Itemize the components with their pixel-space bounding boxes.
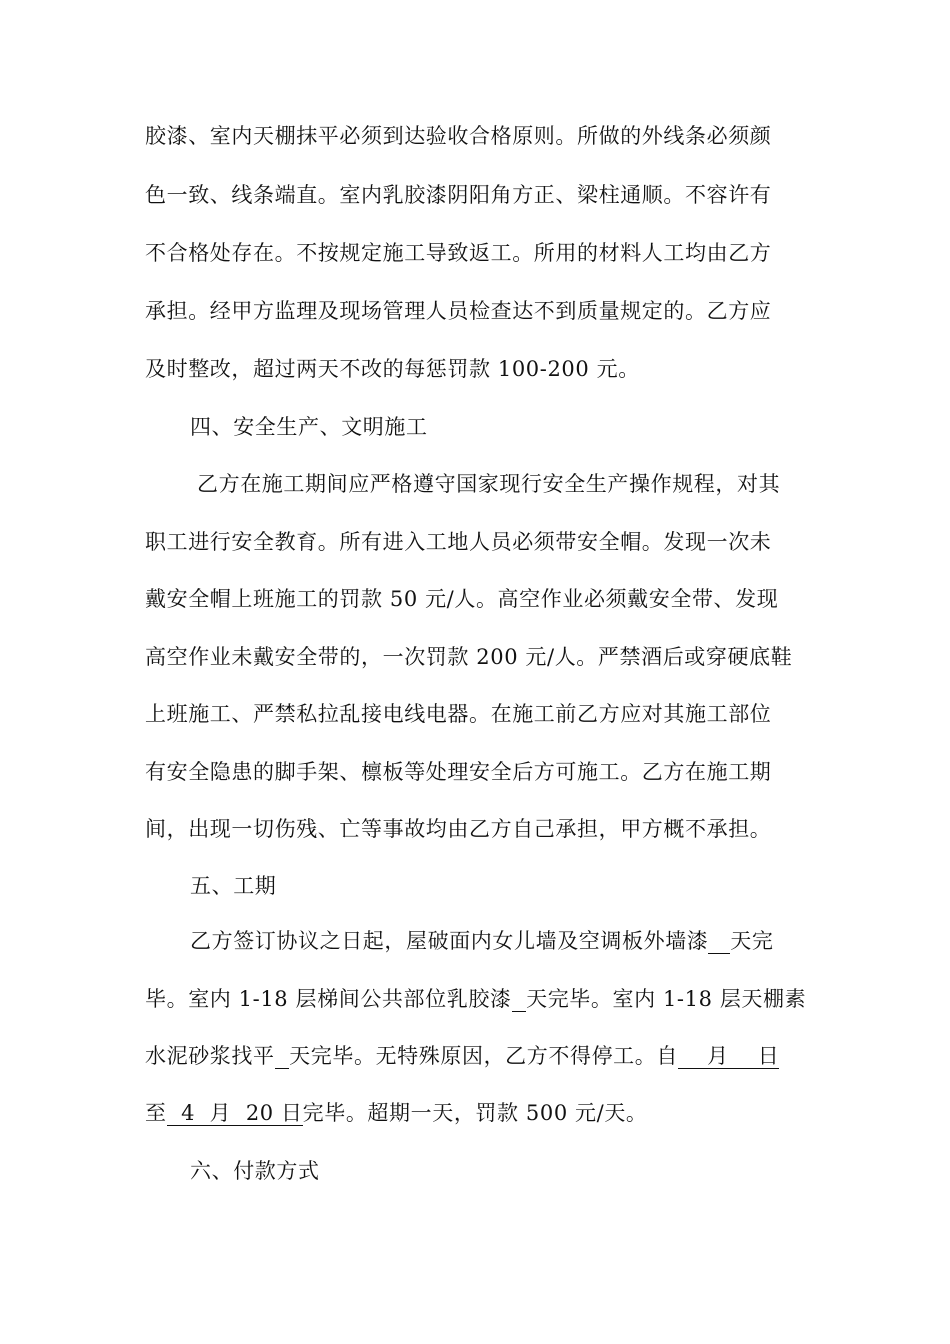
paragraph-line: 高空作业未戴安全带的，一次罚款 200 元/人。严禁酒后或穿硬底鞋 (145, 645, 793, 669)
paragraph-line: 胶漆、室内天棚抹平必须到达验收合格原则。所做的外线条必须颜 (145, 124, 772, 148)
paragraph-line (145, 1042, 779, 1070)
paragraph-line: 上班施工、严禁私拉乱接电线电器。在施工前乙方应对其施工部位 (145, 702, 772, 726)
paragraph-line: 色一致、线条端直。室内乳胶漆阴阳角方正、梁柱通顺。不容许有 (145, 183, 772, 207)
days-blank-1 (708, 929, 730, 954)
paragraph-line: 有安全隐患的脚手架、檩板等处理安全后方可施工。乙方在施工期 (145, 760, 772, 784)
paragraph-line (190, 927, 773, 955)
text-span: 水泥砂浆找平 (145, 1044, 275, 1068)
section-heading-payment: 六、付款方式 (190, 1159, 320, 1183)
text-span: 完毕。超期一天，罚款 500 元/天。 (302, 1101, 648, 1125)
paragraph-line: 戴安全帽上班施工的罚款 50 元/人。高空作业必须戴安全带、发现 (145, 587, 779, 611)
paragraph-line: 间，出现一切伤残、亡等事故均由乙方自己承担，甲方概不承担。 (145, 817, 772, 841)
paragraph-line: 承担。经甲方监理及现场管理人员检查达不到质量规定的。乙方应 (145, 299, 772, 323)
text-span: 乙方签订协议之日起，屋破面内女儿墙及空调板外墙漆 (190, 929, 709, 953)
paragraph-line (145, 1099, 648, 1127)
paragraph-line: 及时整改，超过两天不改的每惩罚款 100-200 元。 (145, 357, 640, 381)
paragraph-line (145, 985, 806, 1013)
paragraph-line: 乙方在施工期间应严格遵守国家现行安全生产操作规程，对其 (197, 472, 781, 496)
days-blank-2 (512, 987, 527, 1012)
end-date: 4 月 20 日 (166, 1101, 303, 1125)
start-date-blank: 月 日 (677, 1044, 780, 1068)
paragraph-line: 职工进行安全教育。所有进入工地人员必须带安全帽。发现一次未 (145, 530, 772, 554)
paragraph-line: 不合格处存在。不按规定施工导致返工。所用的材料人工均由乙方 (145, 241, 772, 265)
text-span: 天完毕。室内 1-18 层天棚素 (526, 987, 807, 1011)
text-span: 天完 (730, 929, 774, 953)
section-heading-schedule: 五、工期 (190, 874, 277, 898)
text-span: 毕。室内 1-18 层梯间公共部位乳胶漆 (145, 987, 512, 1011)
text-span: 至 (145, 1101, 167, 1125)
section-heading-safety: 四、安全生产、文明施工 (190, 415, 428, 439)
days-blank-3 (275, 1044, 290, 1069)
text-span: 天完毕。无特殊原因，乙方不得停工。自 (289, 1044, 678, 1068)
